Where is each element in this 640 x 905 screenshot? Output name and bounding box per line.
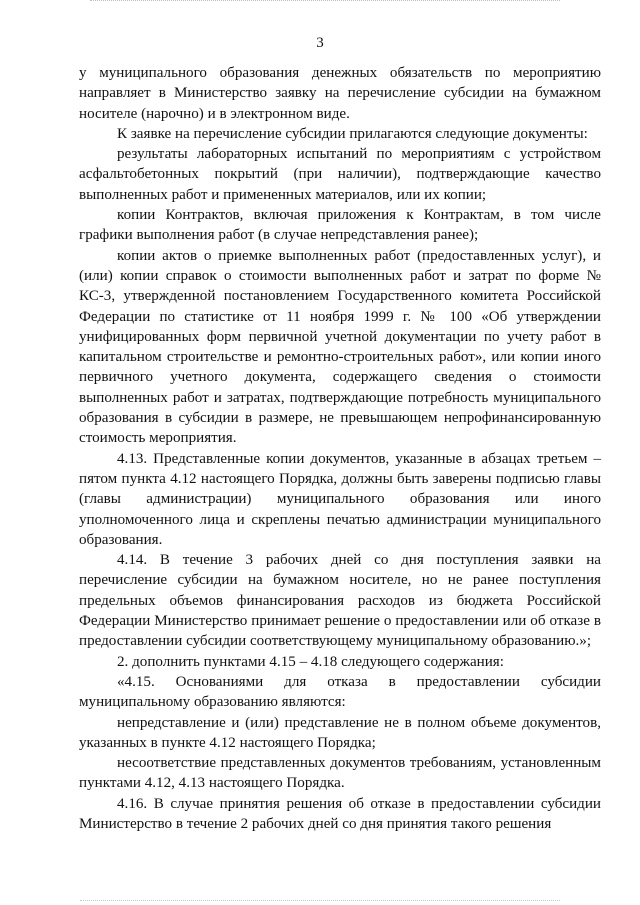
paragraph-acceptance-acts: копии актов о приемке выполненных работ (предоставленных услуг), и (или) копии справок о стоимости выполненных работ и затрат по форме № КС-3, утвержденной постановлением Государственного комитета Российской Федерации по статистике от 11 ноября 1999 г. № 100 «Об утверждении унифицированных форм первичной учетной документации по учету работ в капитальном строительстве и ремонтно-строительных работ», или копии иного первичного учетного документа, содержащего сведения о стоимости выполненных работ и затратах, подтверждающие потребность муниципального образования в субсидии в размере, не превышающем непрофинансированную стоимость мероприятия. [79, 247, 601, 447]
paragraph-contract-copies: копии Контрактов, включая приложения к Контрактам, в том числе графики выполнения работ (в случае непредставления ранее); [79, 207, 601, 244]
paragraph-amendment-2: 2. дополнить пунктами 4.15 – 4.18 следующего содержания: [117, 653, 504, 670]
paragraph-documents-intro: К заявке на перечисление субсидии прилагаются следующие документы: [117, 125, 588, 142]
paragraph-refusal-reason-2: несоответствие представленных документов требованиям, установленным пунктами 4.12, 4.13 настоящего Порядка. [79, 755, 601, 792]
paragraph-refusal-reason-1: непредставление и (или) представление не в полном объеме документов, указанных в пункте 4.12 настоящего Порядка; [79, 714, 601, 751]
paragraph-4-13: 4.13. Представленные копии документов, указанные в абзацах третьем – пятом пункта 4.12 настоящего Порядка, должны быть заверены подписью главы (главы администрации) муниципального образования или иного уполномоченного лица и скреплены печатью администрации муниципального образования. [79, 450, 601, 548]
paragraph-4-15: «4.15. Основаниями для отказа в предоставлении субсидии муниципальному образованию являются: [79, 673, 601, 711]
document-body [79, 63, 601, 834]
paragraph-4-16: 4.16. В случае принятия решения об отказе в предоставлении субсидии Министерство в течение 2 рабочих дней со дня принятия такого решения [79, 795, 601, 832]
paragraph-lab-results: результаты лабораторных испытаний по мероприятиям с устройством асфальтобетонных покрытий (при наличии), подтверждающие качество выполненных работ и примененных материалов, или их копии; [79, 146, 601, 203]
top-scan-edge [90, 0, 560, 2]
bottom-scan-edge [80, 900, 560, 902]
paragraph-continuation: у муниципального образования денежных обязательств по мероприятию направляет в Министерство заявку на перечисление субсидии на бумажном носителе (нарочно) и в электронном виде. [79, 65, 601, 122]
page-number: 3 [316, 35, 324, 51]
paragraph-4-14: 4.14. В течение 3 рабочих дней со дня поступления заявки на перечисление субсидии на бумажном носителе, но не ранее поступления предельных объемов финансирования расходов из бюджета Российской Федерации Министерство принимает решение о предоставлении или об отказе в предоставлении субсидии соответствующему муниципальному образованию.»; [79, 552, 601, 650]
